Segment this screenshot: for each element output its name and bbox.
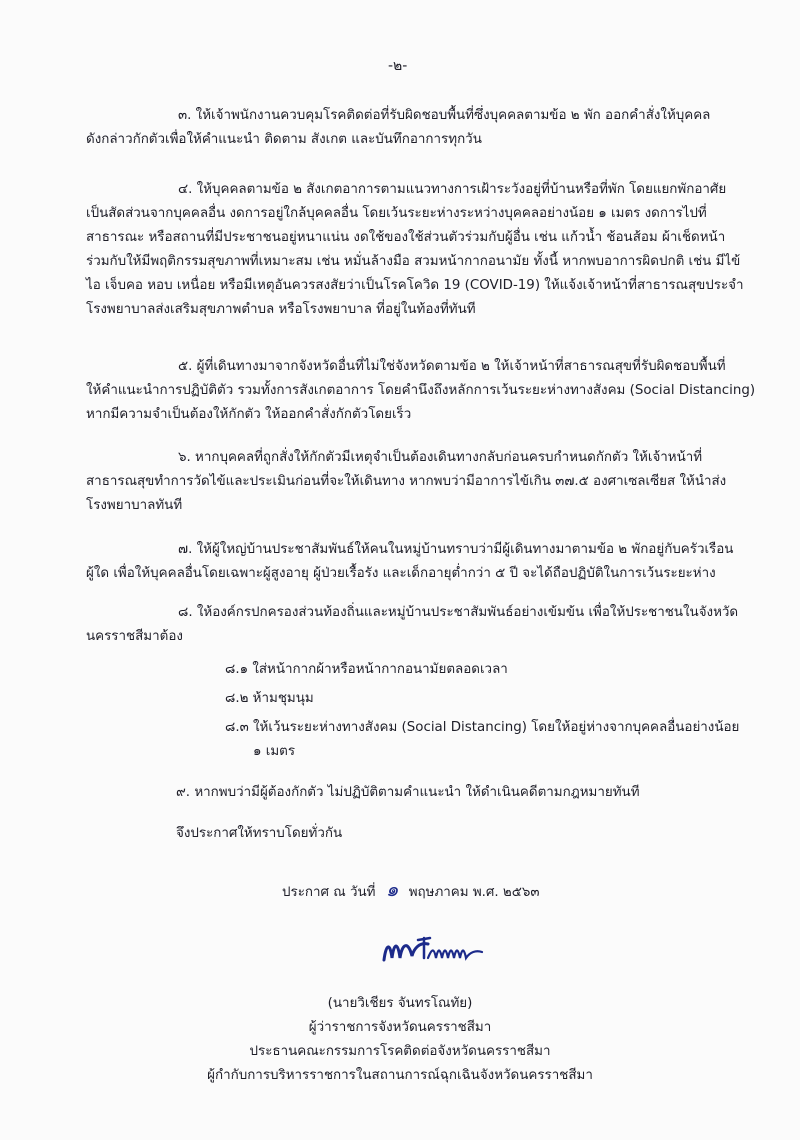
clause-line: ดังกล่าวกักตัวเพื่อให้คำแนะนำ ติดตาม สังเกต และบันทึกอาการทุกวัน bbox=[86, 132, 482, 147]
handwritten-signature bbox=[378, 930, 488, 970]
clause-line: ๗. ให้ผู้ใหญ่บ้านประชาสัมพันธ์ให้คนในหมู่บ้านทราบว่ามีผู้เดินทางมาตามข้อ ๒ พักอยู่กับครัวเรือน bbox=[178, 542, 734, 557]
signatory-name: (นายวิเชียร จันทรโณทัย) bbox=[327, 996, 473, 1011]
date-day: ๑ bbox=[385, 877, 399, 901]
clause-line: ๘. ให้องค์กรปกครองส่วนท้องถิ่นและหมู่บ้านประชาสัมพันธ์อย่างเข้มข้น เพื่อให้ประชาชนในจังหวัด bbox=[178, 605, 739, 620]
clause-line: เป็นสัดส่วนจากบุคคลอื่น งดการอยู่ใกล้บุคคลอื่น โดยเว้นระยะห่างระหว่างบุคคลอย่างน้อย ๑ เมตร งดการไปที่ bbox=[86, 206, 707, 221]
clause-line: ๔. ให้บุคคลตามข้อ ๒ สังเกตอาการตามแนวทางการเฝ้าระวังอยู่ที่บ้านหรือที่พัก โดยแยกพักอาศัย bbox=[178, 182, 727, 197]
clause-5 bbox=[86, 355, 756, 427]
signatory-role-1: ประธานคณะกรรมการโรคติดต่อจังหวัดนครราชสีมา bbox=[249, 1044, 551, 1059]
clause-9: ๙. หากพบว่ามีผู้ต้องกักตัว ไม่ปฏิบัติตามคำแนะนำ ให้ดำเนินคดีตามกฎหมายทันที bbox=[176, 785, 640, 800]
signatory-block bbox=[0, 992, 800, 1088]
clause-line: ให้คำแนะนำการปฏิบัติตัว รวมทั้งการสังเกตอาการ โดยคำนึงถึงหลักการเว้นระยะห่างทางสังคม (Social Distancing) bbox=[86, 383, 756, 398]
sub-item-8-2 bbox=[225, 687, 745, 711]
clause-line: ร่วมกับให้มีพฤติกรรมสุขภาพที่เหมาะสม เช่น หมั่นล้างมือ สวมหน้ากากอนามัย ทั้งนี้ หากพบอาการผิดปกติ เช่น มีไข้ bbox=[86, 254, 741, 269]
clause-line: สาธารณะ หรือสถานที่มีประชาชนอยู่หนาแน่น งดใช้ของใช้ส่วนตัวร่วมกับผู้อื่น เช่น แก้วน้ำ ช้อนส้อม ผ้าเช็ดหน้า bbox=[86, 230, 726, 245]
clause-line: โรงพยาบาลทันที bbox=[86, 498, 183, 513]
sub-item-8-1 bbox=[225, 658, 745, 682]
sub-item-8-3 bbox=[225, 716, 745, 764]
sub-item-line: ๘.๑ ใส่หน้ากากผ้าหรือหน้ากากอนามัยตลอดเวลา bbox=[225, 662, 508, 677]
date-prefix: ประกาศ ณ วันที่ bbox=[282, 885, 376, 900]
signatory-role-2: ผู้กำกับการบริหารราชการในสถานการณ์ฉุกเฉินจังหวัดนครราชสีมา bbox=[207, 1068, 593, 1083]
clause-8 bbox=[86, 601, 739, 649]
clause-line: โรงพยาบาลส่งเสริมสุขภาพตำบล หรือโรงพยาบาล ที่อยู่ในท้องที่ทันที bbox=[86, 302, 476, 317]
clause-line: สาธารณสุขทำการวัดไข้และประเมินก่อนที่จะให้เดินทาง หากพบว่ามีอาการไข้เกิน ๓๗.๕ องศาเซลเซียส ให้นำส่ง bbox=[86, 474, 727, 489]
clause-line: ผู้ใด เพื่อให้บุคคลอื่นโดยเฉพาะผู้สูงอายุ ผู้ป่วยเรื้อรัง และเด็กอายุต่ำกว่า ๕ ปี จะได้ถือปฏิบัติในการเว้นระยะห่าง bbox=[86, 566, 716, 581]
clause-line: ๓. ให้เจ้าพนักงานควบคุมโรคติดต่อที่รับผิดชอบพื้นที่ซึ่งบุคคลตามข้อ ๒ พัก ออกคำสั่งให้บุคคล bbox=[178, 108, 711, 123]
sub-item-line: ๘.๓ ให้เว้นระยะห่างทางสังคม (Social Distancing) โดยให้อยู่ห่างจากบุคคลอื่นอย่างน้อย bbox=[225, 720, 740, 735]
date-line bbox=[282, 873, 540, 905]
clause-4 bbox=[86, 178, 744, 322]
clause-7 bbox=[86, 538, 736, 586]
sub-item-line: ๑ เมตร bbox=[253, 744, 296, 759]
page-number: -๒- bbox=[388, 58, 408, 74]
clause-3 bbox=[86, 104, 736, 152]
clause-line: นครราชสีมาต้อง bbox=[86, 629, 183, 644]
clause-6 bbox=[86, 446, 736, 518]
clause-line: ๕. ผู้ที่เดินทางมาจากจังหวัดอื่นที่ไม่ใช่จังหวัดตามข้อ ๒ ให้เจ้าหน้าที่สาธารณสุขที่รับผิดชอบพื้นที่ bbox=[178, 359, 726, 374]
signatory-position: ผู้ว่าราชการจังหวัดนครราชสีมา bbox=[308, 1020, 492, 1035]
date-suffix: พฤษภาคม พ.ศ. ๒๕๖๓ bbox=[408, 885, 540, 900]
sub-item-line: ๘.๒ ห้ามชุมนุม bbox=[225, 691, 314, 706]
announcement-closing: จึงประกาศให้ทราบโดยทั่วกัน bbox=[176, 826, 343, 841]
clause-line: ๖. หากบุคคลที่ถูกสั่งให้กักตัวมีเหตุจำเป็นต้องเดินทางกลับก่อนครบกำหนดกักตัว ให้เจ้าหน้าที่ bbox=[178, 450, 703, 465]
clause-line: ไอ เจ็บคอ หอบ เหนื่อย หรือมีเหตุอันควรสงสัยว่าเป็นโรคโควิด 19 (COVID-19) ให้แจ้งเจ้าหน้าที่สาธารณสุขประจำ bbox=[86, 278, 744, 293]
clause-line: หากมีความจำเป็นต้องให้กักตัว ให้ออกคำสั่งกักตัวโดยเร็ว bbox=[86, 407, 412, 422]
